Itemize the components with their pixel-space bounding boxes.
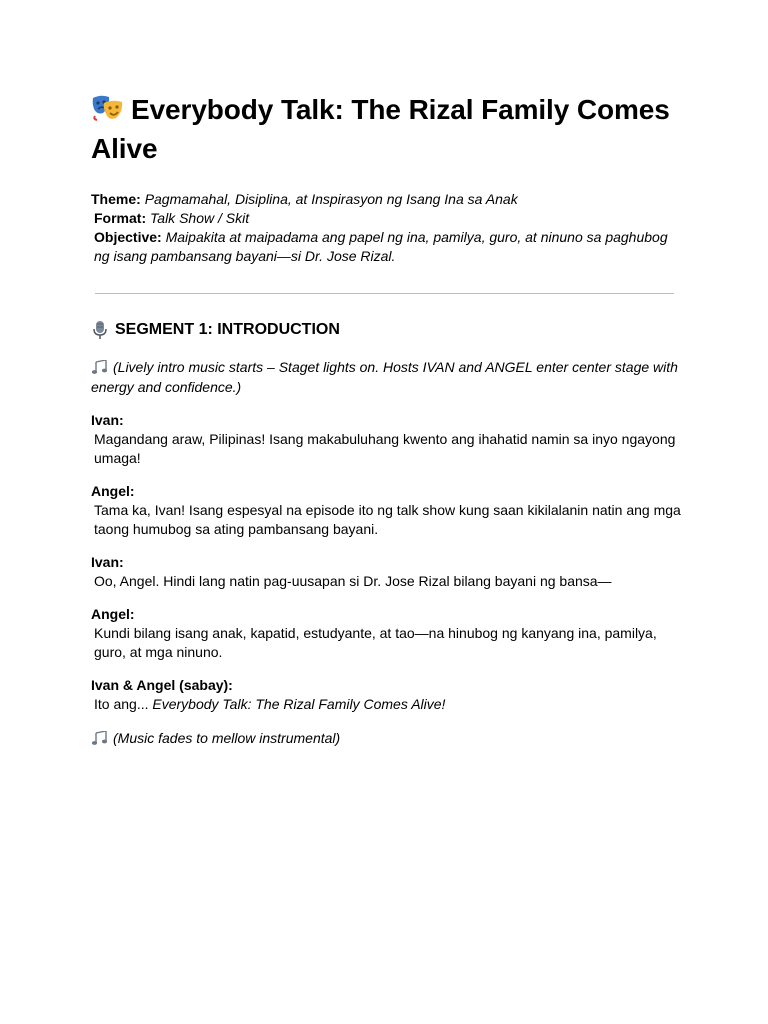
music-notes-icon [91, 359, 109, 373]
theme-label: Theme: [91, 191, 141, 207]
dialogue-text: Oo, Angel. Hindi lang natin pag-uusapan si Dr. Jose Rizal bilang bayani ng bansa— [94, 573, 612, 589]
document-title [91, 90, 681, 168]
speaker-name: Angel: [91, 606, 135, 622]
dialogue-text-show-title: Everybody Talk: The Rizal Family Comes Alive! [152, 696, 446, 712]
stage-direction-end [91, 728, 681, 748]
format-label: Format: [94, 210, 147, 226]
dialogue-line [91, 605, 681, 662]
horizontal-divider [95, 293, 674, 294]
dialogue-text [91, 695, 681, 714]
document-title-text: Everybody Talk: The Rizal Family Comes Alive [91, 94, 670, 164]
dialogue-text: Tama ka, Ivan! Isang espesyal na episode ito ng talk show kung saan kikilalanin natin ang mga taong humubog sa ating pambansang bayani. [94, 502, 681, 537]
format-row [91, 209, 681, 228]
objective-value: Maipakita at maipadama ang papel ng ina, pamilya, guro, at ninuno sa paghubog ng isang pambansang bayani—si Dr. Jose Rizal. [94, 229, 668, 264]
dialogue-line [91, 411, 681, 468]
format-value: Talk Show / Skit [150, 210, 250, 226]
music-notes-icon [91, 730, 109, 744]
dialogue-text: Kundi bilang isang anak, kapatid, estudyante, at tao—na hinubog ng kanyang ina, pamilya, guro, at mga ninuno. [94, 625, 657, 660]
objective-row [91, 228, 681, 266]
dialogue-line [91, 676, 681, 714]
speaker-name: Ivan & Angel (sabay): [91, 677, 233, 693]
dialogue-line [91, 553, 681, 591]
speaker-name: Ivan: [91, 412, 124, 428]
theme-value: Pagmamahal, Disiplina, at Inspirasyon ng Isang Ina sa Anak [144, 191, 518, 207]
stage-direction-intro-text: (Lively intro music starts – Staget lights on. Hosts IVAN and ANGEL enter center stage with energy and confidence.) [91, 359, 678, 395]
speaker-name: Ivan: [91, 554, 124, 570]
theme-row [91, 190, 681, 209]
objective-label: Objective: [94, 229, 162, 245]
document-meta [91, 190, 681, 266]
dialogue-text: Magandang araw, Pilipinas! Isang makabuluhang kwento ang ihahatid namin sa inyo ngayong umaga! [94, 431, 676, 466]
stage-direction-intro [91, 357, 681, 397]
stage-direction-end-text: (Music fades to mellow instrumental) [113, 730, 341, 746]
microphone-icon [91, 320, 109, 340]
speaker-name: Angel: [91, 483, 135, 499]
segment-heading-text: SEGMENT 1: INTRODUCTION [115, 321, 340, 338]
dialogue-text-prefix: Ito ang... [94, 696, 153, 712]
segment-heading [91, 320, 681, 340]
theater-masks-icon [91, 93, 125, 121]
dialogue-line [91, 482, 681, 539]
document-page [91, 90, 681, 748]
